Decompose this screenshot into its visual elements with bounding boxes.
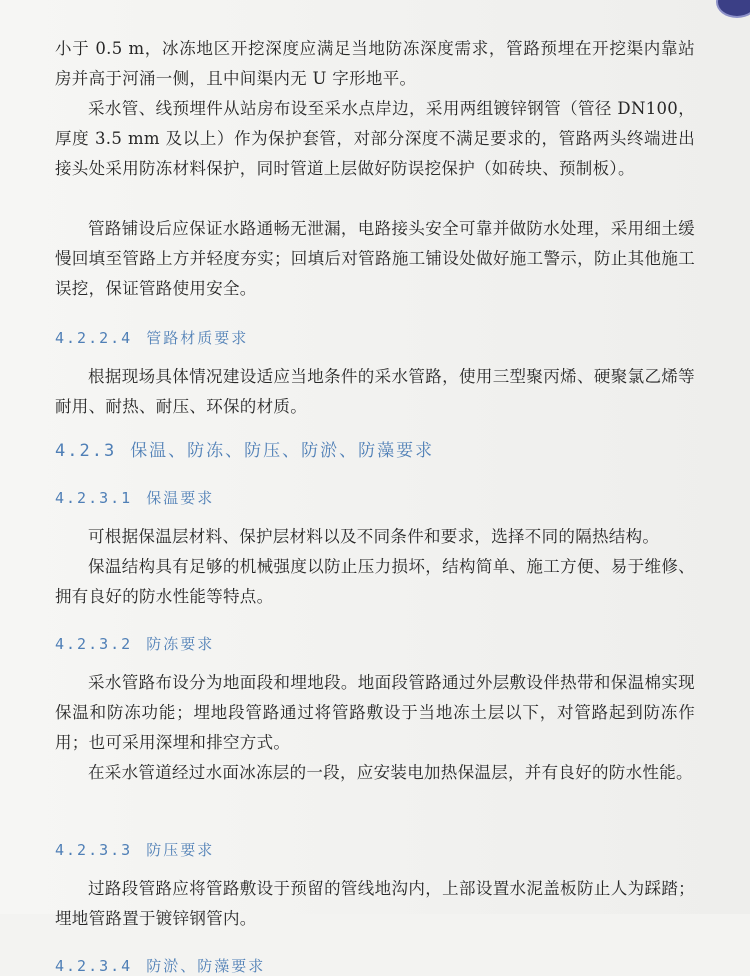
section-number: 4.2.3.2 (55, 635, 133, 653)
section-heading-4233 (55, 840, 695, 860)
section-heading-4232 (55, 634, 695, 654)
section-number: 4.2.3.4 (55, 957, 133, 975)
paragraph-pressure-protection: 过路段管路应将管路敷设于预留的管线地沟内，上部设置水泥盖板防止人为踩踏；埋地管路置于镀锌钢管内。 (55, 879, 695, 928)
section-number: 4.2.3.1 (55, 489, 133, 507)
section-title: 管路材质要求 (146, 329, 249, 347)
section-heading-4224 (55, 328, 695, 348)
document-content (55, 34, 695, 976)
paragraph-antifreeze-layout: 采水管路布设分为地面段和埋地段。地面段管路通过外层敷设伴热带和保温棉实现保温和防冻功能；埋地段管路通过将管路敷设于当地冻土层以下，对管路起到防冻作用；也可采用深埋和排空方式。 (55, 673, 695, 752)
paragraph-electric-heating: 在采水管道经过水面冰冻层的一段，应安装电加热保温层，并有良好的防水性能。 (88, 763, 693, 782)
section-heading-4234 (55, 956, 695, 976)
section-number: 4.2.2.4 (55, 329, 133, 347)
section-heading-423 (55, 440, 695, 462)
paragraph-insulation-structure: 可根据保温层材料、保护层材料以及不同条件和要求，选择不同的隔热结构。 (88, 527, 660, 546)
section-title: 防淤、防藻要求 (146, 957, 266, 975)
paragraph-trench-depth: 小于 0.5 m，冰冻地区开挖深度应满足当地防冻深度需求，管路预埋在开挖渠内靠站房并高于河涌一侧，且中间渠内无 U 字形地平。 (55, 39, 695, 88)
section-number: 4.2.3.3 (55, 841, 133, 859)
corner-badge-icon (716, 0, 750, 18)
section-number: 4.2.3 (55, 441, 117, 461)
paragraph-insulation-strength: 保温结构具有足够的机械强度以防止压力损坏，结构简单、施工方便、易于维修、拥有良好的防水性能等特点。 (55, 557, 695, 606)
section-title: 防压要求 (146, 841, 215, 859)
section-heading-4231 (55, 488, 695, 508)
section-title: 保温、防冻、防压、防淤、防藻要求 (130, 441, 435, 461)
paragraph-pipe-material: 根据现场具体情况建设适应当地条件的采水管路，使用三型聚丙烯、硬聚氯乙烯等耐用、耐热、耐压、环保的材质。 (55, 367, 695, 416)
paragraph-protective-casing: 采水管、线预埋件从站房布设至采水点岸边，采用两组镀锌钢管（管径 DN100，厚度 3.5 mm 及以上）作为保护套管，对部分深度不满足要求的，管路两头终端进出接头处采用防冻材料保护，同时管道上层做好防误挖保护（如砖块、预制板）。 (55, 99, 695, 178)
paragraph-pipe-laying: 管路铺设后应保证水路通畅无泄漏，电路接头安全可靠并做防水处理，采用细土缓慢回填至管路上方并轻度夯实；回填后对管路施工铺设处做好施工警示，防止其他施工误挖，保证管路使用安全。 (55, 219, 695, 298)
section-title: 保温要求 (146, 489, 215, 507)
section-title: 防冻要求 (146, 635, 215, 653)
